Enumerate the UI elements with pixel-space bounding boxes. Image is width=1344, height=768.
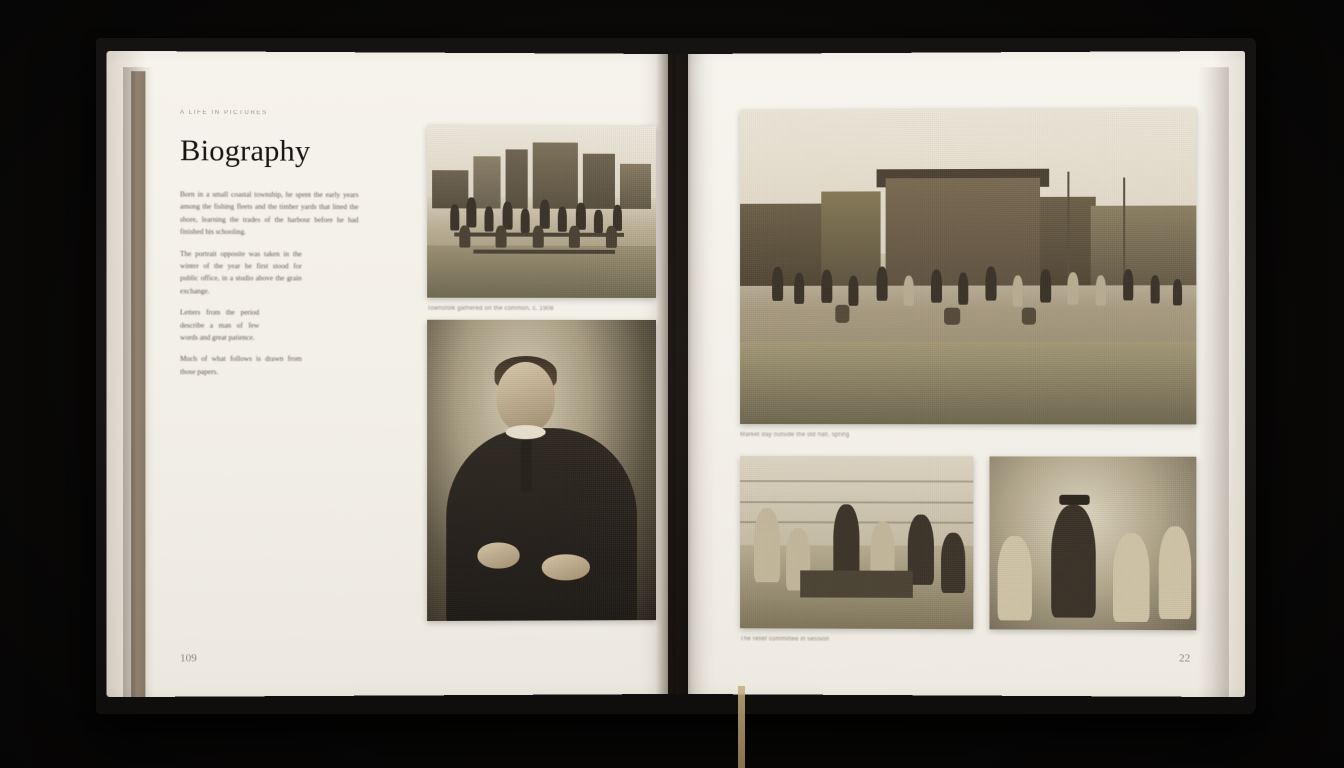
market-day-photograph (740, 108, 1196, 425)
formal-portrait-photograph (427, 320, 656, 621)
paragraph: Letters from the period describe a man of few words and great patience. (180, 308, 260, 342)
committee-meeting-photograph (740, 456, 973, 629)
market-day-caption: Market day outside the old hall, spring (740, 432, 850, 439)
street-crowd-caption: Townsfolk gathered on the common, c. 1908 (427, 305, 554, 312)
open-book (96, 38, 1256, 738)
left-page (107, 51, 668, 697)
paragraph: Much of what follows is drawn from those papers. (180, 355, 302, 376)
left-page-number: 109 (180, 652, 197, 665)
paragraph: The portrait opposite was taken in the winter of the year he first stood for public office, in a studio above the grain exchange. (180, 249, 302, 296)
bookmark-ribbon (738, 686, 745, 768)
chapter-eyebrow: A LIFE IN PICTURES (180, 109, 268, 117)
body-copy (180, 188, 358, 378)
paragraph: Born in a small coastal township, he spent the early years among the fishing fleets and the timber yards that lined the shore, learning the trades of the harbour before he had finished his schooling. (180, 190, 359, 237)
interview-photograph (989, 456, 1196, 630)
right-page (688, 51, 1245, 697)
committee-meeting-caption: The relief committee in session (740, 636, 830, 643)
spine-strip (131, 71, 145, 697)
right-page-number: 22 (1179, 652, 1191, 665)
page-title: Biography (180, 133, 311, 168)
street-crowd-photograph (427, 125, 656, 298)
